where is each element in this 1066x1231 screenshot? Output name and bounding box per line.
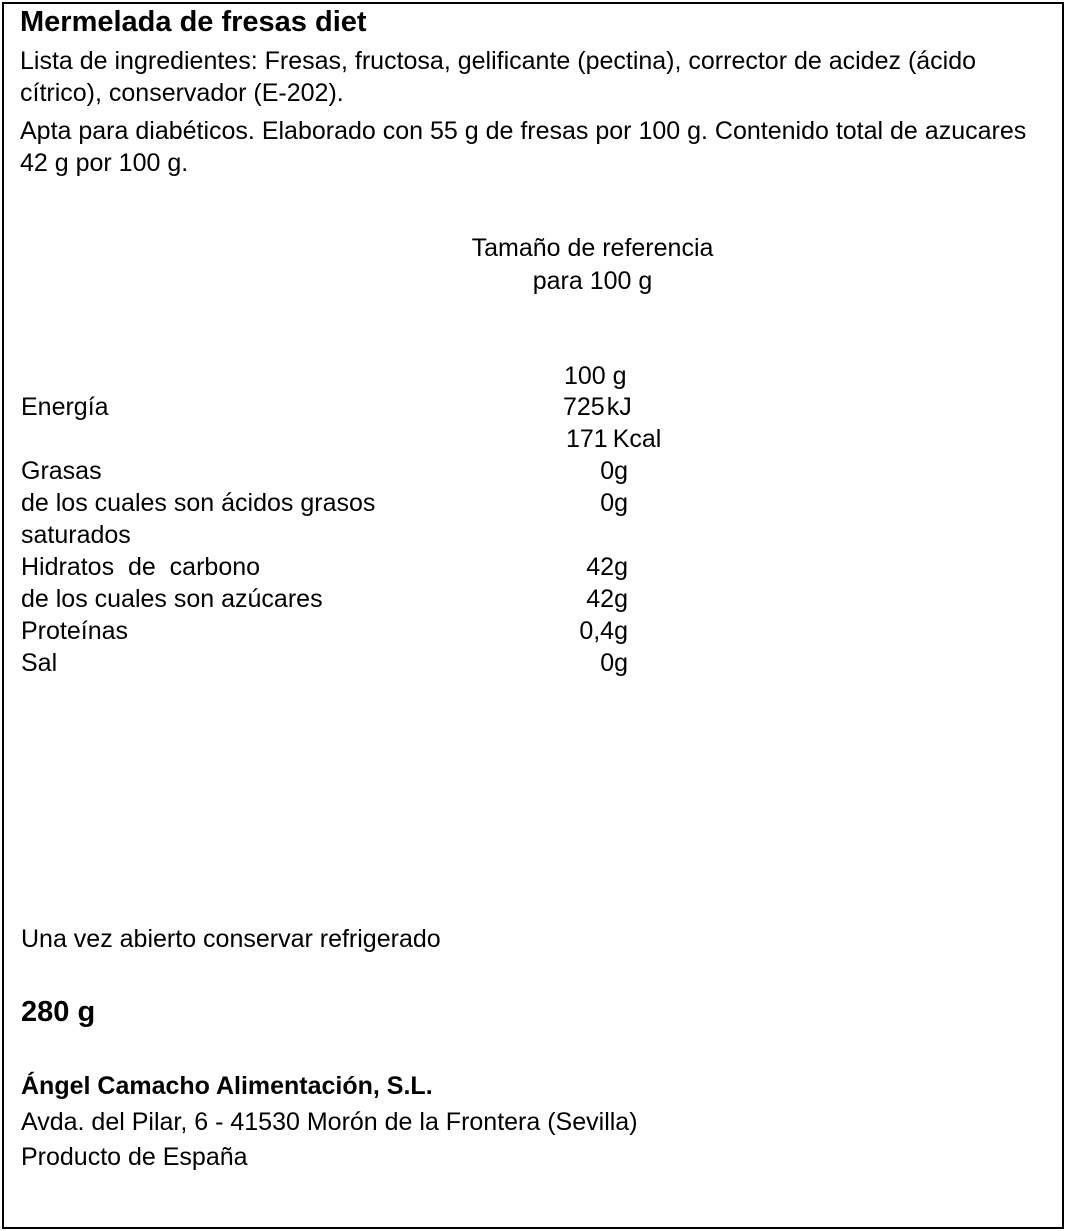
energy-kj-value	[563, 391, 632, 423]
salt-label: Sal	[21, 649, 58, 677]
reference-size-line1: Tamaño de referencia	[471, 234, 714, 262]
protein-value: 0,4g	[579, 617, 628, 645]
energy-kcal-number: 171	[566, 425, 608, 453]
saturated-fat-label: de los cuales son ácidos grasos	[21, 489, 376, 517]
protein-label: Proteínas	[21, 617, 129, 645]
energy-kj-unit: kJ	[606, 393, 632, 421]
carbohydrates-value: 42g	[586, 553, 628, 581]
storage-instructions: Una vez abierto conservar refrigerado	[21, 925, 441, 953]
fat-label: Grasas	[21, 457, 102, 485]
sugars-label: de los cuales son azúcares	[21, 585, 323, 613]
nutrition-column-header: 100 g	[564, 362, 627, 390]
diabetic-claim: Apta para diabéticos. Elaborado con 55 g de fresas por 100 g. Contenido total de azucares 42 g por 100 g.	[20, 117, 1027, 177]
saturated-fat-value: 0g	[600, 489, 628, 517]
product-title: Mermelada de fresas diet	[20, 6, 367, 38]
saturated-fat-label-cont: saturados	[21, 521, 131, 549]
company-address: Avda. del Pilar, 6 - 41530 Morón de la Frontera (Sevilla)	[21, 1108, 638, 1136]
label-frame	[2, 2, 1064, 1229]
energy-kcal-unit: Kcal	[612, 425, 662, 453]
carbohydrates-label: Hidratos de carbono	[21, 553, 261, 581]
product-origin: Producto de España	[21, 1143, 248, 1171]
fat-value: 0g	[600, 457, 628, 485]
ingredients-list: Lista de ingredientes: Fresas, fructosa, gelificante (pectina), corrector de acidez (ácido cítrico), conservador (E-202).	[20, 47, 977, 107]
sugars-value: 42g	[586, 585, 628, 613]
reference-size-line2: para 100 g	[532, 267, 653, 295]
energy-kj-number: 725	[563, 393, 605, 421]
company-name: Ángel Camacho Alimentación, S.L.	[21, 1072, 433, 1100]
energy-kcal-value	[566, 423, 661, 455]
energy-label: Energía	[21, 393, 109, 421]
salt-value: 0g	[600, 649, 628, 677]
net-weight: 280 g	[21, 996, 96, 1028]
